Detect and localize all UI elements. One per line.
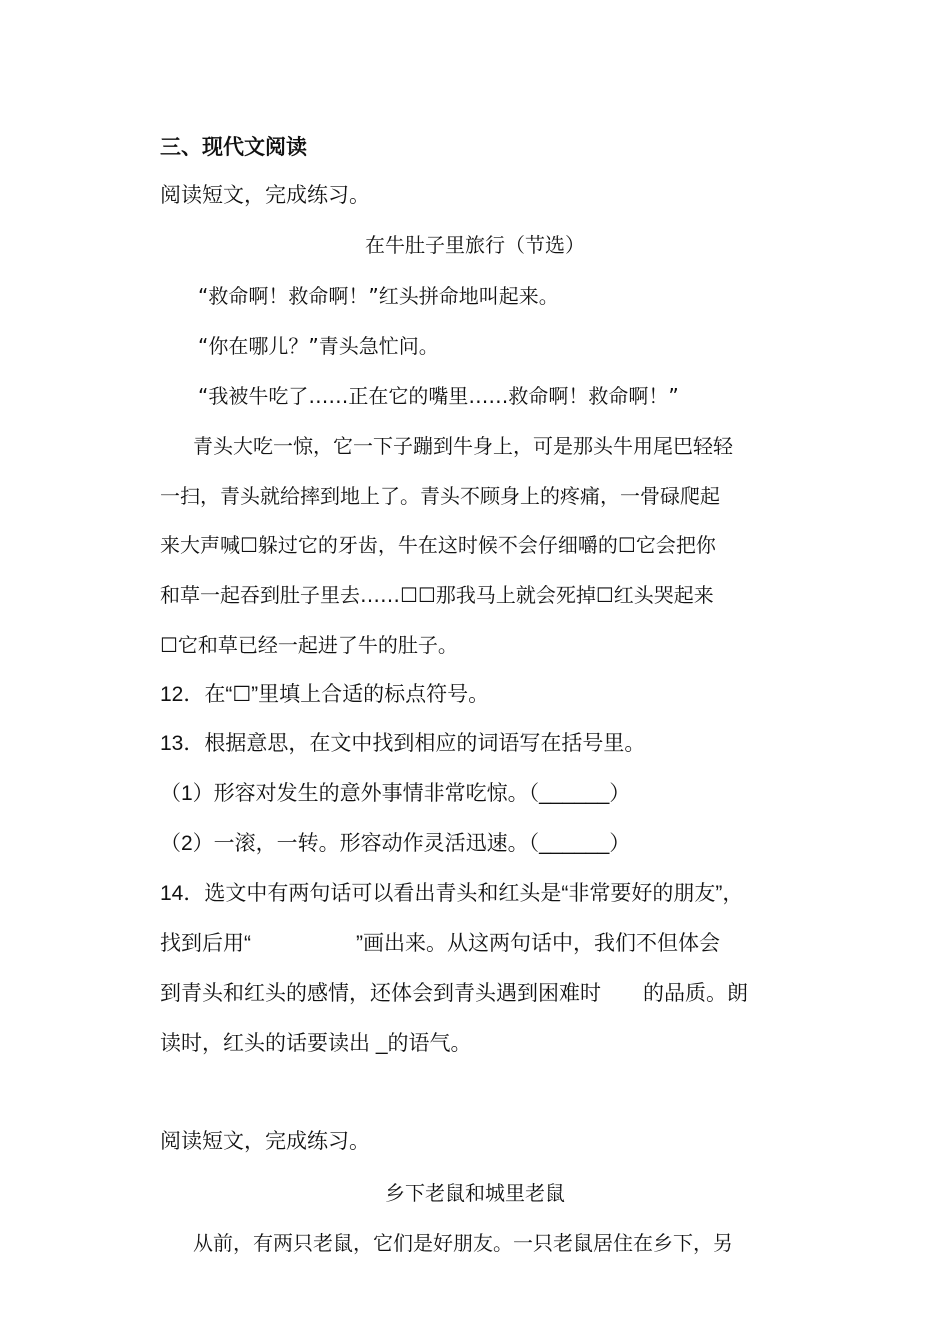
question-13-1: （1）形容对发生的意外事情非常吃惊。（______） (160, 782, 631, 805)
question-14-line: 找到后用“ ”画出来。从这两句话中，我们不但体会 (160, 932, 720, 955)
passage1-line: 来大声喊☐躲过它的牙齿，牛在这时候不会仔细嚼的☐它会把你 (160, 533, 716, 557)
passage1-line: 一扫，青头就给摔到地上了。青头不顾身上的疼痛，一骨碌爬起 (160, 484, 720, 508)
question-13: 13．根据意思，在文中找到相应的词语写在括号里。 (160, 732, 646, 755)
question-12: 12．在“☐”里填上合适的标点符号。 (160, 683, 490, 706)
passage1-line: “救命啊！救命啊！”红头拼命地叫起来。 (198, 284, 559, 308)
passage2-first-line: 从前，有两只老鼠，它们是好朋友。一只老鼠居住在乡下，另 (193, 1231, 733, 1255)
passage1-line: 青头大吃一惊，它一下子蹦到牛身上，可是那头牛用尾巴轻轻 (193, 434, 733, 458)
passage1-line: “我被牛吃了……正在它的嘴里……救命啊！救命啊！” (198, 384, 679, 408)
question-14-line: 读时，红头的话要读出 _的语气。 (160, 1032, 472, 1055)
passage1-line: ☐它和草已经一起进了牛的肚子。 (160, 633, 458, 657)
question-14-line: 14．选文中有两句话可以看出青头和红头是“非常要好的朋友”， (160, 882, 744, 905)
passage1-instruction: 阅读短文，完成练习。 (160, 184, 370, 207)
passage1-title: 在牛肚子里旅行（节选） (365, 233, 585, 257)
question-13-2: （2）一滚，一转。形容动作灵活迅速。（______） (160, 832, 631, 855)
question-14-line: 到青头和红头的感情，还体会到青头遇到困难时 的品质。朗 (160, 982, 748, 1005)
passage2-title: 乡下老鼠和城里老鼠 (385, 1181, 565, 1205)
section-heading: 三、现代文阅读 (160, 135, 307, 159)
passage1-line: “你在哪儿？”青头急忙问。 (198, 334, 439, 358)
passage1-line: 和草一起吞到肚子里去……☐☐那我马上就会死掉☐红头哭起来 (160, 583, 714, 607)
passage2-instruction: 阅读短文，完成练习。 (160, 1130, 370, 1153)
